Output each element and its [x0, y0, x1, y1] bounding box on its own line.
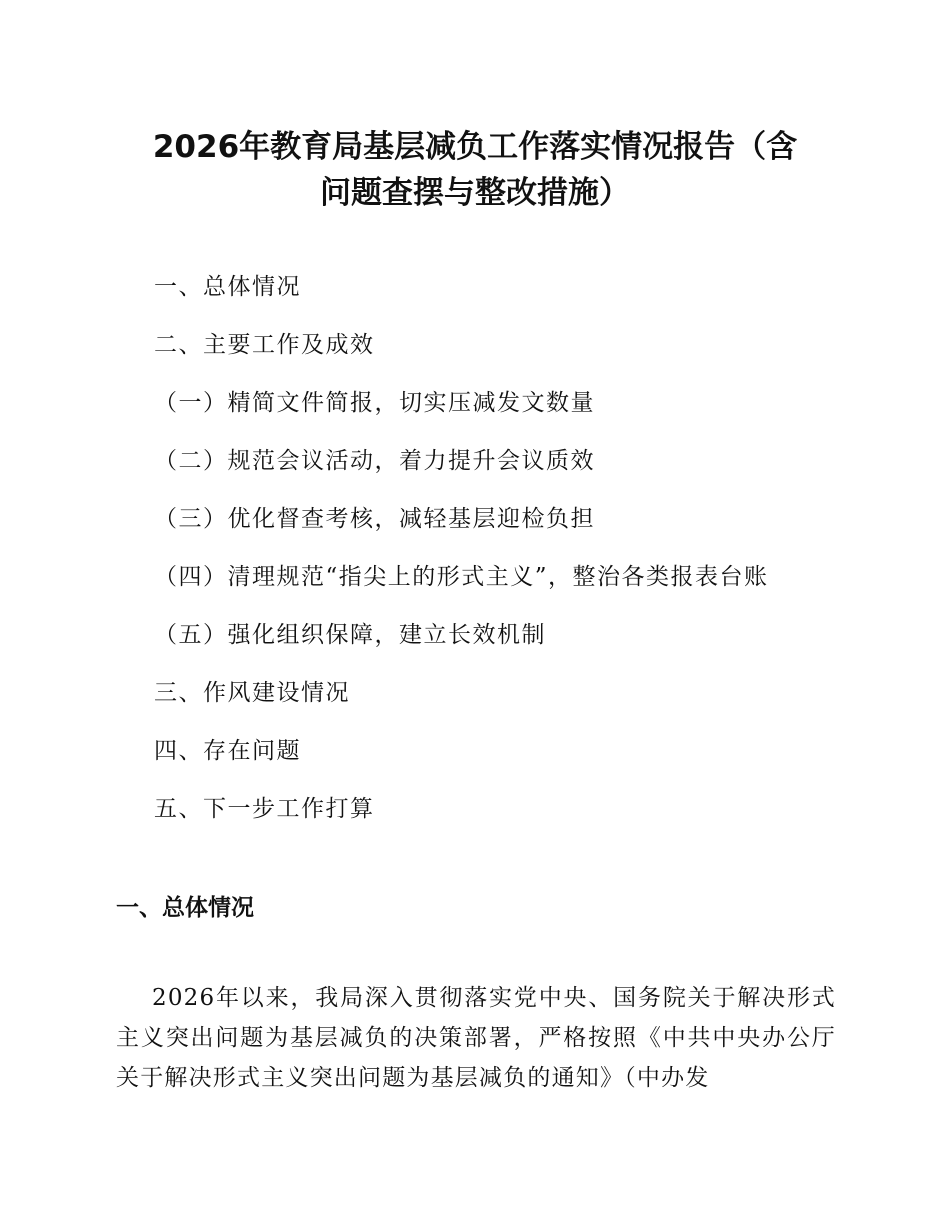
document-title-line1: 2026年教育局基层减负工作落实情况报告（含 — [152, 129, 798, 165]
toc-item: （二）规范会议活动，着力提升会议质效 — [154, 448, 595, 474]
document-title-line2: 问题查摆与整改措施） — [320, 175, 630, 211]
toc-item: 四、存在问题 — [154, 738, 301, 764]
toc-item: （一）精简文件简报，切实压减发文数量 — [154, 390, 595, 416]
toc-item: 一、总体情况 — [154, 274, 301, 300]
toc-item: （四）清理规范“指尖上的形式主义”，整治各类报表台账 — [154, 564, 769, 590]
toc-item: 三、作风建设情况 — [154, 680, 350, 706]
toc-item: 二、主要工作及成效 — [154, 332, 375, 358]
document-title — [100, 124, 850, 216]
toc-item: （五）强化组织保障，建立长效机制 — [154, 622, 546, 648]
body-paragraph: 2026年以来，我局深入贯彻落实党中央、国务院关于解决形式主义突出问题为基层减负的决策部署，严格按照《中共中央办公厅关于解决形式主义突出问题为基层减负的通知》（中办发 — [116, 985, 836, 1091]
toc-item: 五、下一步工作打算 — [154, 796, 375, 822]
toc-item: （三）优化督查考核，减轻基层迎检负担 — [154, 506, 595, 532]
section-heading: 一、总体情况 — [116, 895, 254, 921]
